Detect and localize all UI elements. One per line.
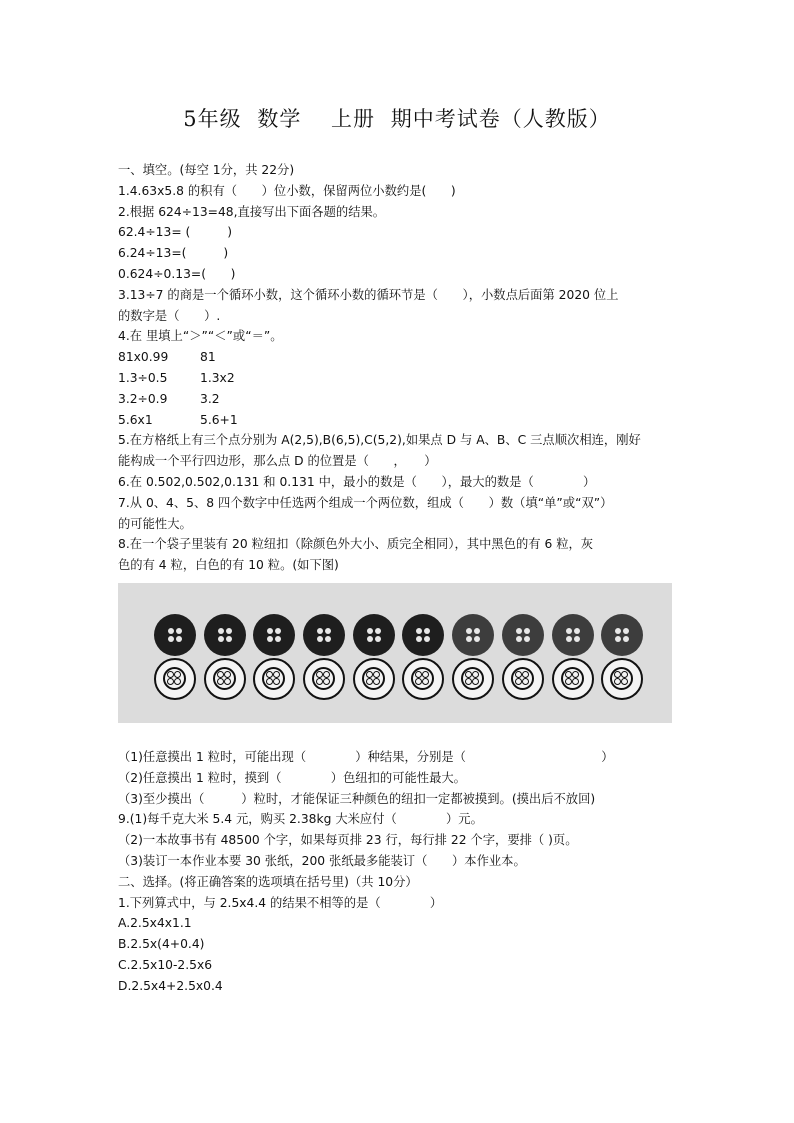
question-9-3: （3)装订一本作业本要 30 张纸，200 张纸最多能装订（ ）本作业本。 [118,853,526,868]
question-3-line2: 的数字是（ ）. [118,308,221,323]
option-c: C.2.5x10-2.5x6 [118,957,213,972]
white-button-icon [154,658,196,700]
compare-left: 1.3÷0.5 [118,370,168,385]
question-1: 1.4.63x5.8 的积有（ ）位小数，保留两位小数约是( ) [118,183,456,198]
question-8-1: （1)任意摸出 1 粒时，可能出现（ ）种结果，分别是（ ） [118,749,614,764]
question-2c: 0.624÷0.13=( ) [118,266,236,281]
question-7-line1: 7.从 0、4、5、8 四个数字中任选两个组成一个两位数，组成（ ）数（填“单”或“双”） [118,495,613,510]
question-2b: 6.24÷13=( ) [118,246,229,261]
black-button-icon [204,614,246,656]
white-button-icon [402,658,444,700]
black-button-icon [154,614,196,656]
grey-button-icon [552,614,594,656]
grey-button-icon [452,614,494,656]
title-exam: 期中考试卷（人教版） [390,107,611,131]
question-5-line1: 5.在方格纸上有三个点分别为 A(2,5),B(6,5),C(5,2),如果点 D 与 A、B、C 三点顺次相连，刚好 [118,433,641,448]
choice-question-1: 1.下列算式中，与 2.5x4.4 的结果不相等的是（ ） [118,895,443,910]
black-button-icon [353,614,395,656]
section2-heading: 二、选择。(将正确答案的选项填在括号里)（共 10分） [118,874,418,889]
black-button-icon [253,614,295,656]
question-7-line2: 的可能性大。 [118,516,192,531]
grey-button-icon [601,614,643,656]
title-subject: 数学 [257,107,302,131]
white-buttons-row [154,658,643,700]
white-button-icon [303,658,345,700]
question-8-line1: 8.在一个袋子里装有 20 粒纽扣（除颜色外大小、质完全相同），其中黑色的有 6 粒，灰 [118,537,594,552]
black-button-icon [402,614,444,656]
white-button-icon [253,658,295,700]
question-5-line2: 能构成一个平行四边形，那么点 D 的位置是（ ， ） [118,454,437,469]
question-8-2: （2)任意摸出 1 粒时，摸到（ ）色纽扣的可能性最大。 [118,770,466,785]
section1-heading: 一、填空。(每空 1分，共 22分) [118,163,295,177]
white-button-icon [502,658,544,700]
question-6: 6.在 0.502,0.502,0.131 和 0.131 中，最小的数是（ ），最大的数是（ ） [118,474,596,489]
dark-buttons-row [154,614,643,656]
compare-row [118,368,688,389]
buttons-photo [118,583,672,723]
title-term: 上册 [331,107,376,131]
question-9-1: 9.(1)每千克大米 5.4 元，购买 2.38kg 大米应付（ ）元。 [118,812,483,827]
white-button-icon [601,658,643,700]
compare-row [118,347,688,368]
compare-left: 3.2÷0.9 [118,391,168,406]
grey-button-icon [502,614,544,656]
page-title [0,103,794,133]
question-2: 2.根据 624÷13=48,直接写出下面各题的结果。 [118,204,386,219]
black-button-icon [303,614,345,656]
question-8-3: （3)至少摸出（ ）粒时，才能保证三种颜色的纽扣一定都被摸到。(摸出后不放回) [118,791,596,806]
question-8-line2: 色的有 4 粒，白色的有 10 粒。(如下图) [118,558,339,573]
title-grade: 5年级 [183,107,242,131]
compare-right: 3.2 [200,391,220,406]
white-button-icon [353,658,395,700]
compare-left: 81x0.99 [118,350,169,365]
question-4: 4.在 里填上“＞”“＜”或“＝”。 [118,329,283,344]
exam-content [118,160,688,997]
option-d: D.2.5x4+2.5x0.4 [118,978,223,993]
compare-row [118,410,688,431]
compare-left: 5.6x1 [118,412,153,427]
question-9-2: （2)一本故事书有 48500 个字，如果每页排 23 行，每行排 22 个字，要排（ )页。 [118,833,578,848]
question-3-line1: 3.13÷7 的商是一个循环小数，这个循环小数的循环节是（ ），小数点后面第 2020 位上 [118,287,619,302]
compare-right: 5.6+1 [200,412,238,427]
option-b: B.2.5x(4+0.4) [118,937,205,952]
white-button-icon [552,658,594,700]
compare-row [118,389,688,410]
white-button-icon [204,658,246,700]
question-2a: 62.4÷13= ( ) [118,225,233,240]
compare-right: 81 [200,350,216,365]
option-a: A.2.5x4x1.1 [118,916,192,931]
white-button-icon [452,658,494,700]
compare-right: 1.3x2 [200,370,235,385]
